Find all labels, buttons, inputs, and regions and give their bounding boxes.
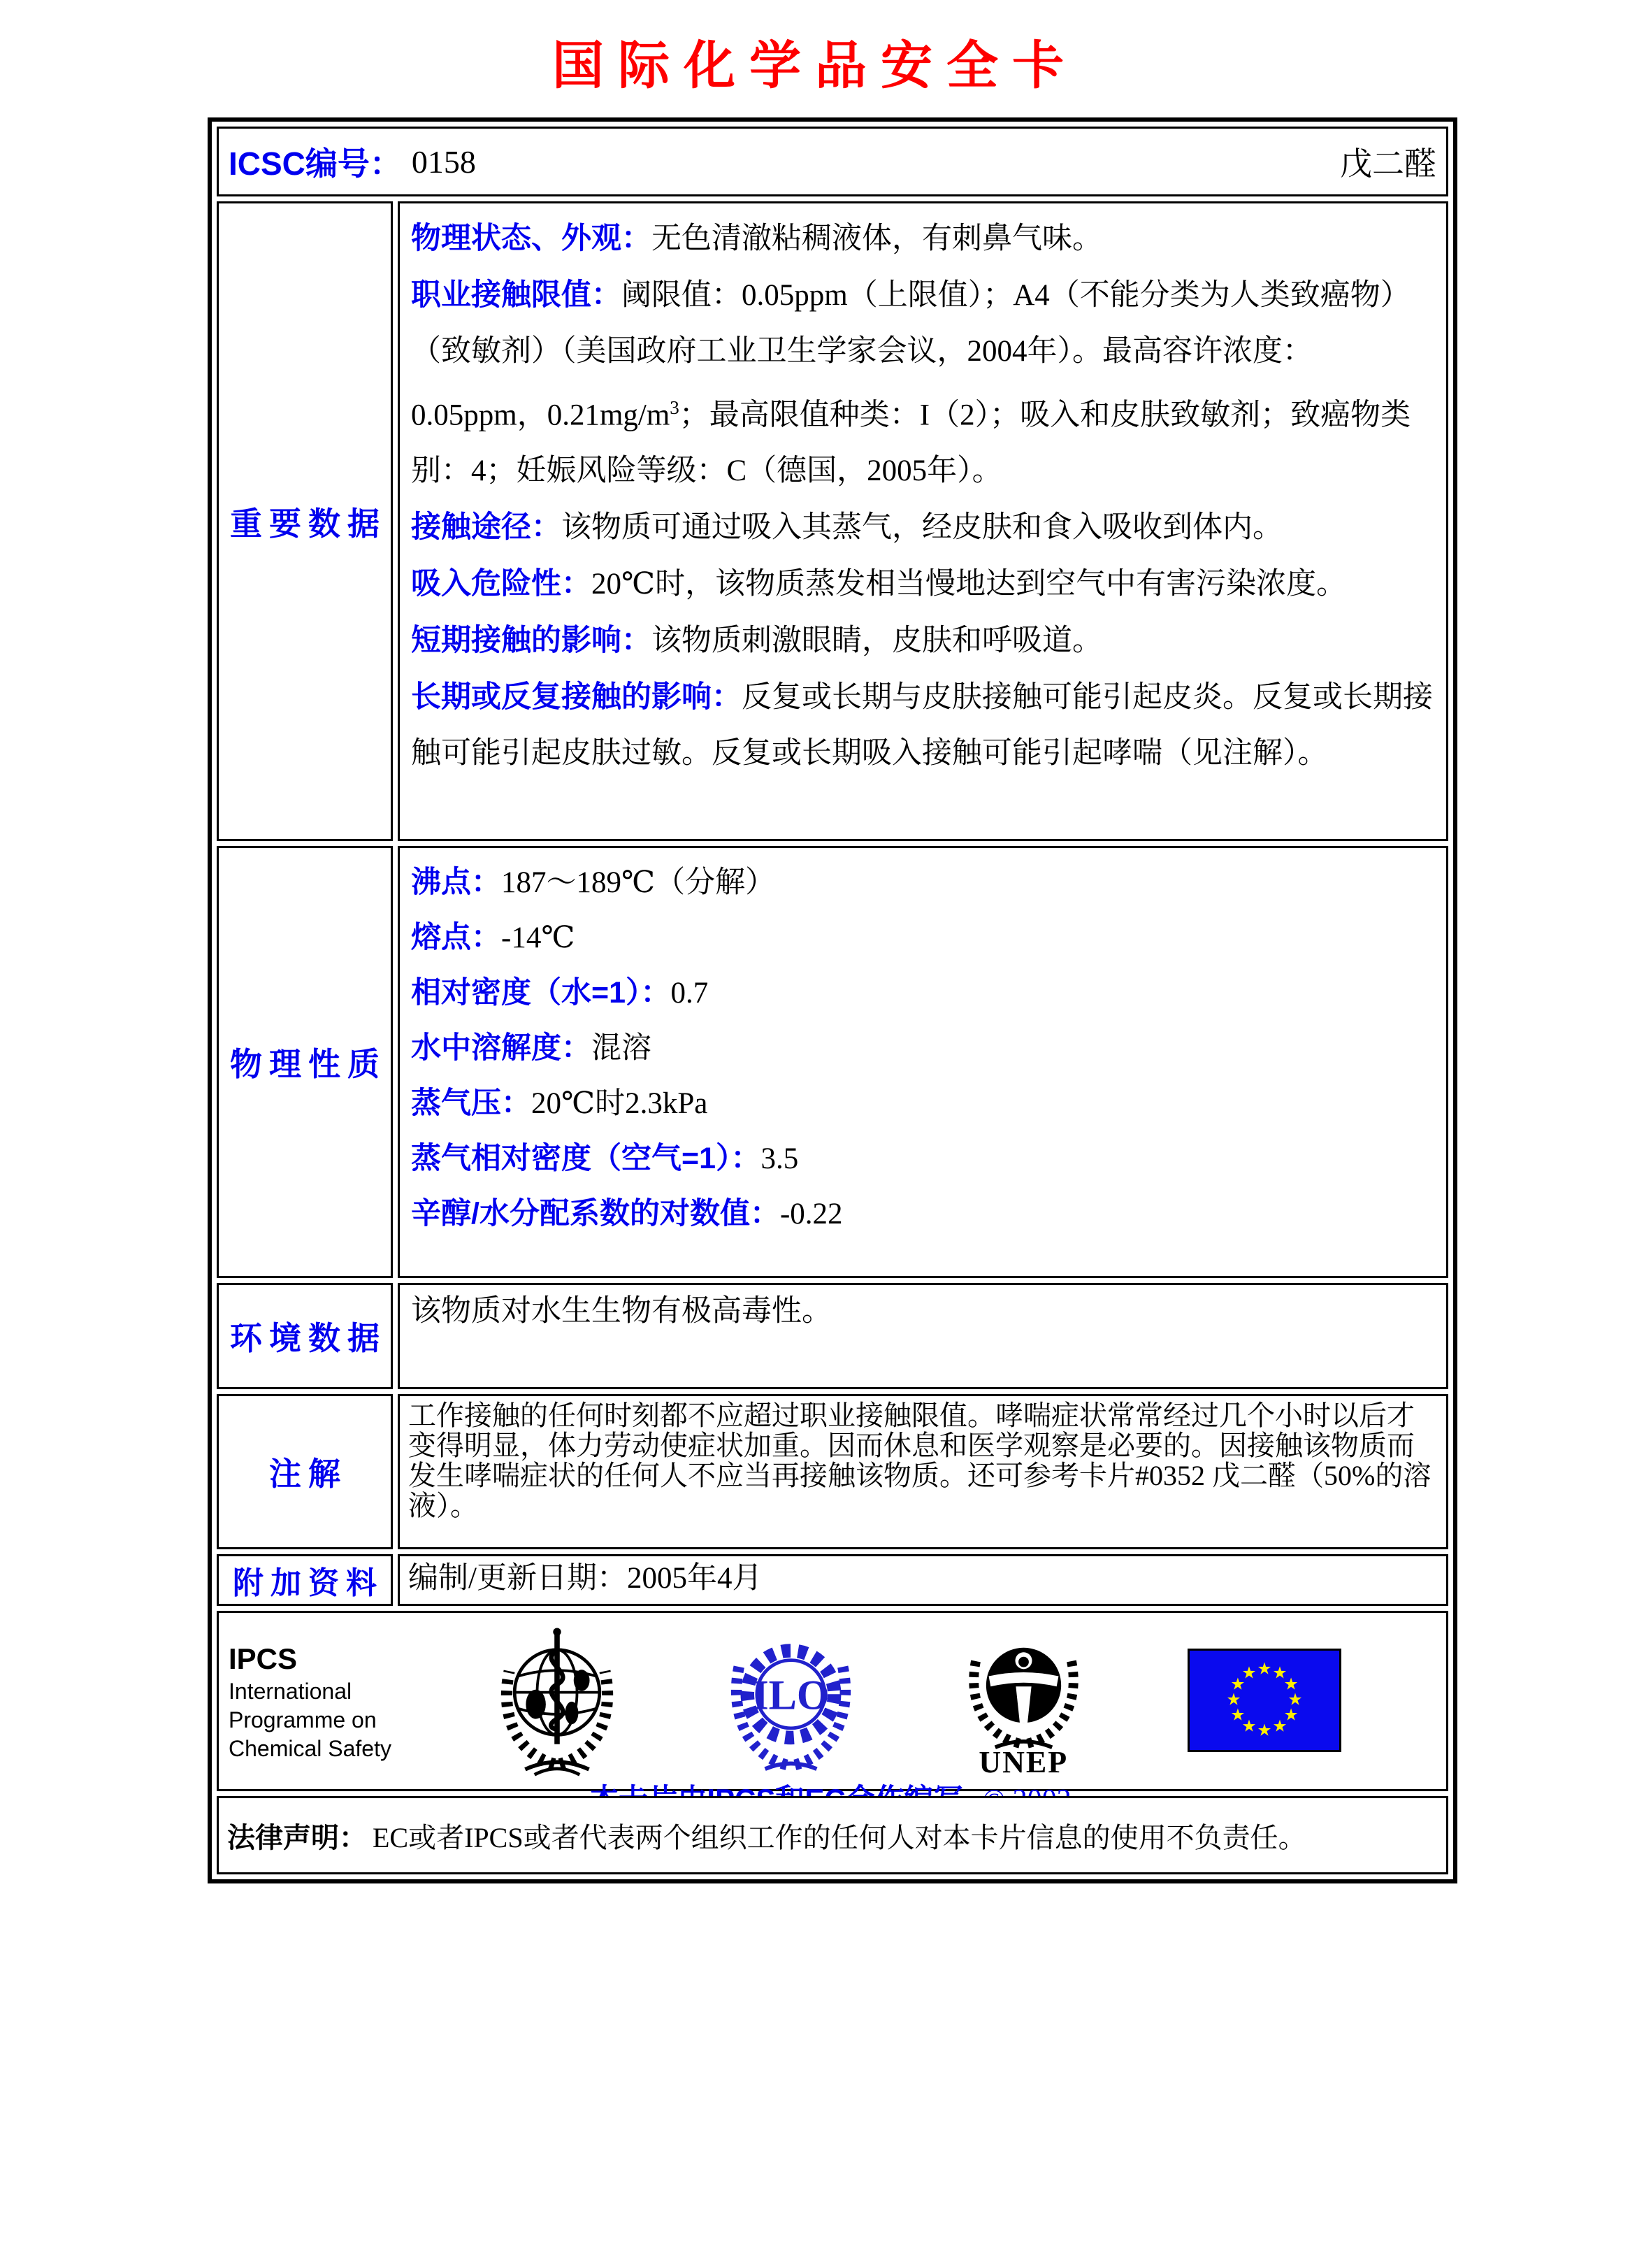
vapor-pressure: 蒸气压：20℃时2.3kPa — [411, 1086, 708, 1120]
section-label-important-data: 重要数据 — [217, 201, 393, 841]
legal-text: EC或者IPCS或者代表两个组织工作的任何人对本卡片信息的使用不负责任。 — [373, 1821, 1306, 1853]
section-label-notes: 注解 — [217, 1394, 393, 1549]
environmental-data-row — [217, 1283, 1448, 1389]
relative-density: 相对密度（水=1）：0.7 — [411, 976, 709, 1010]
environmental-data-text: 该物质对水生生物有极高毒性。 — [411, 1295, 832, 1328]
notes-content — [398, 1394, 1448, 1549]
section-label-additional-info: 附加资料 — [217, 1554, 393, 1606]
inhalation-risk: 吸入危险性：20℃时，该物质蒸发相当慢地达到空气中有害污染浓度。 — [411, 567, 1347, 601]
physical-properties-row — [217, 846, 1448, 1278]
eu-flag-icon — [1188, 1649, 1341, 1756]
logos-cell — [217, 1611, 1448, 1791]
routes-of-exposure: 接触途径：该物质可通过吸入其蒸气，经皮肤和食入吸收到体内。 — [411, 510, 1283, 545]
legal-row — [217, 1796, 1448, 1874]
vapor-relative-density: 蒸气相对密度（空气=1）：3.5 — [411, 1142, 799, 1175]
update-date: 编制/更新日期：2005年4月 — [408, 1562, 763, 1595]
environmental-data-content — [398, 1283, 1448, 1389]
occupational-exposure-limits: 职业接触限值：阈限值：0.05ppm（上限值）；A4（不能分类为人类致癌物）（致敏剂）（美国政府工业卫生学家会议，2004年）。最高容许浓度：0.05ppm，$0.21mg/m^3$；最高限值种类：I（2）；吸入和皮肤致敏剂；致癌物类别：4；妊娠风险等级：C（德国，2005年）。 — [411, 278, 1411, 488]
water-solubility: 水中溶解度：混溶 — [411, 1031, 651, 1065]
header-cell — [217, 127, 1448, 196]
ipcs-line-3: Chemical Safety — [229, 1736, 391, 1761]
unep-wordmark: UNEP — [979, 1744, 1069, 1779]
unep-logo-icon — [959, 1627, 1088, 1778]
long-term-effects: 长期或反复接触的影响：反复或长期与皮肤接触可能引起皮炎。反复或长期接触可能引起皮肤过敏。反复或长期吸入接触可能引起哮喘（见注解）。 — [411, 680, 1433, 770]
logos-strip — [229, 1623, 1432, 1781]
important-data-row — [217, 201, 1448, 841]
octanol-water-partition: 辛醇/水分配系数的对数值：-0.22 — [411, 1197, 843, 1230]
important-data-content — [398, 201, 1448, 841]
additional-info-row — [217, 1554, 1448, 1606]
ipcs-acronym: IPCS — [229, 1642, 298, 1675]
logos-row — [217, 1611, 1448, 1791]
legal-label: 法律声明： — [227, 1822, 367, 1853]
page-title: 国际化学品安全卡 — [552, 36, 1078, 96]
ipcs-line-2: Programme on — [229, 1707, 377, 1732]
physical-state-appearance: 物理状态、外观：无色清澈粘稠液体，有刺鼻气味。 — [411, 222, 1102, 255]
ipcs-line-1: International — [229, 1679, 352, 1704]
ilo-logo-icon — [723, 1626, 859, 1778]
section-label-physical-properties: 物理性质 — [217, 846, 393, 1278]
legal-cell — [217, 1796, 1448, 1874]
svg-text:ILO: ILO — [752, 1672, 830, 1719]
notes-text: 工作接触的任何时刻都不应超过职业接触限值。哮喘症状常常经过几个小时以后才变得明显，体力劳动使症状加重。因而休息和医学观察是必要的。因接触该物质而发生哮喘症状的任何人不应当再接触该物质。还可参考卡片#0352 戊二醛（50%的溶液）。 — [408, 1400, 1431, 1521]
chemical-name: 戊二醛 — [1340, 146, 1436, 182]
short-term-effects: 短期接触的影响：该物质刺激眼睛，皮肤和呼吸道。 — [411, 624, 1102, 658]
notes-row — [217, 1394, 1448, 1549]
physical-properties-content — [398, 846, 1448, 1278]
melting-point: 熔点：-14℃ — [411, 921, 575, 954]
icsc-number-value: 0158 — [411, 143, 476, 180]
safety-card-table — [208, 117, 1457, 1883]
icsc-number-label: ICSC编号： — [229, 145, 402, 182]
boiling-point: 沸点：187～189℃（分解） — [411, 866, 776, 899]
header-row — [217, 127, 1448, 196]
section-label-environmental-data: 环境数据 — [217, 1283, 393, 1389]
who-logo-icon — [491, 1623, 623, 1781]
ipcs-text-block — [229, 1641, 391, 1763]
additional-info-content — [398, 1554, 1448, 1606]
